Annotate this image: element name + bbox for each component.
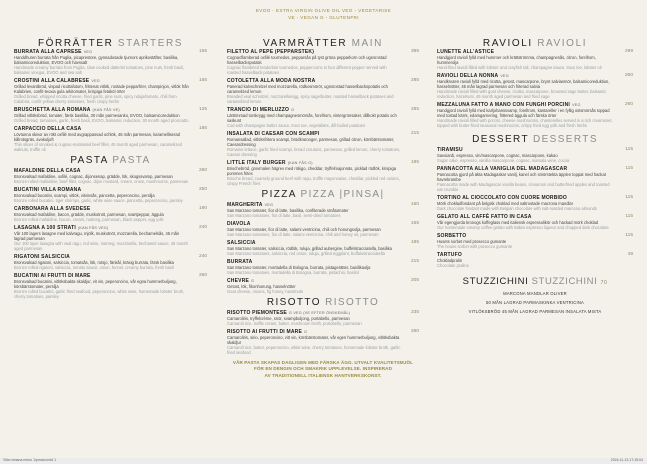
menu-item-description: Savoiardi, espresso, vin/mascarpone, cognac, mascarpone, kakao <box>437 153 558 158</box>
menu-item-description-en: Romaine lettuce, garlic fried scampi, bread croutons, parmesan, grilled lemon, cherry tomatoes, Caesar dressing <box>227 147 401 157</box>
menu-item <box>227 259 419 275</box>
menu-item <box>227 131 419 157</box>
menu-item-description: Bronsvalsad bucatini, scampi, vitlök, vitvinsås, pancetta, peperoncino, persilja <box>14 193 155 198</box>
menu-item-title: BURRATA ALLA CAPRESE <box>14 49 82 55</box>
menu-item-diet-tag: (KAN FÅS G) <box>287 161 313 165</box>
menu-item-description: San Marzano tomater, fior di latte, basilika, confiterade småtomater <box>227 208 349 213</box>
menu-item-description-en: San Marzano tomatoes, fior di latte, salami ventricina, chili and honey oil, parmesan <box>227 232 379 237</box>
menu-item-price: 260 <box>410 329 419 334</box>
menu-item-diet-tag: G <box>251 279 255 283</box>
menu-item <box>227 221 419 237</box>
menu-item-description-en: Grilled bread, tomatoes, garlic, fresh basil, EVOO, balsamic reduction, 30 month aged prosciutto <box>14 118 189 123</box>
menu-item-price: 215 <box>410 131 419 136</box>
starters-subtitle: STARTERS <box>117 38 184 49</box>
menu-item-diet-tag: VEG <box>500 74 509 78</box>
menu-item <box>14 78 207 104</box>
menu-item-price: 215 <box>410 259 419 264</box>
menu-item-description-en: Brioche bread, coarsely ground beef with ragu, truffle mayonnaise, cheddar, pickled red onions, crispy French fries <box>227 176 400 186</box>
menu-item <box>227 329 419 355</box>
menu-item <box>227 107 419 128</box>
ravioli-heading <box>437 38 633 49</box>
menu-item <box>437 166 633 192</box>
legend-line-2: VE - VEGAN G - GLUTENFRI <box>288 15 359 20</box>
pasta-list <box>14 168 207 299</box>
menu-item <box>437 214 633 230</box>
menu-item-price: 250 <box>198 187 207 192</box>
menu-item-price: 115 <box>625 214 633 219</box>
menu-item <box>14 49 207 75</box>
menu-item-diet-tag: (KAN FÅS VEG) <box>77 226 109 230</box>
menu-item-description: Chokladpralin <box>437 258 463 263</box>
column-right <box>437 38 633 314</box>
menu-item-title: COTOLETTA ALLA MODA NOSTRA <box>227 78 316 84</box>
stuzzichini-row-1: MARCONA MANDLAR OLIVER <box>503 291 567 296</box>
menu-item-title: CHEVRE <box>227 278 250 284</box>
menu-item-price: 115 <box>625 147 633 152</box>
menu-item-description: Bronsvalsad rigatoni, salsiccia, tomatsås, lök, rotsjo, fänkål, kräsig burrata, färsk basilika <box>14 260 174 265</box>
menu-item <box>227 49 419 75</box>
menu-item-title: RISOTTO AI FRUTTI DI MARE <box>227 329 302 335</box>
menu-item-description-en: Bronze rolled bucatini, garlic fried seafood, peperoncino, white wine, homemade lobster broth, cherry tomatoes, parsley <box>14 289 185 299</box>
dessert-title: DESSERT <box>472 134 529 145</box>
menu-item-price: 155 <box>198 49 207 54</box>
risotto-list <box>227 310 419 355</box>
mains-title: VARMRÄTTER <box>263 38 348 49</box>
menu-item-description-en: Dark chocolate fondant made with Belgian chocolate with salt-roasted marcona almonds <box>437 206 597 211</box>
menu-item-title: CARPACCIO DELLA CASA <box>14 126 82 132</box>
stuzzichini-heading <box>437 276 633 287</box>
footer-line-3: AV TRADITIONELL ITALIENSK HANTVERKSKONST. <box>264 372 382 378</box>
stuzzichini-price: 70 <box>600 280 608 286</box>
menu-item-price: 165 <box>198 78 207 83</box>
pizza-title: PIZZA <box>261 189 297 200</box>
dessert-heading <box>437 134 633 145</box>
footer-line-2: FÖR EN DENGIN OCH SMAKRIK UPPLEVELSE. INSPIRERAD <box>253 366 393 372</box>
mains-heading <box>227 38 419 49</box>
menu-item-description: Husets sorbet med prosecco gumante <box>437 239 507 244</box>
menu-item <box>437 233 633 249</box>
menu-item-description: Briochebröd, grovmalen högrev med rökigo, cheddar, tryffelmajonnäs, picklad rödlök, krispiga pommes frites <box>227 166 396 176</box>
menu-item-description-en: San Marzano tomatoes, fior di latte, basil, semi-dried tomatoes <box>227 213 341 218</box>
risotto-subtitle: RISOTTO <box>325 297 380 308</box>
menu-item-price: 125 <box>198 107 207 112</box>
ravioli-title: RAVIOLI <box>482 38 533 49</box>
pizza-subtitle: PIZZA |PINSA| <box>300 189 385 200</box>
menu-item-description: Handdhuren burrata från Puglia, picaprestore, gynnadosade tjurnors aprikostäfter, basilika, balsamicoreduktion, EVOO och havssalt <box>14 55 179 65</box>
menu-item-title: TIRAMISU <box>437 147 463 153</box>
menu-item-description: Cognacflamberad oxfilé tournedos, pepparsås på tyst gröna pepparkorn och ugnsrostad hasselbackspotatis <box>227 55 387 65</box>
menu-item-description: Grillad vitlöksbröd, tomater, färsk basilika, 30 mån parmesanko, EVOO, balsamicoreduktion <box>14 113 180 118</box>
menu-item-description: Bronsvalsad mafaldine, bacon, grädde, muskotnöt, parmesan, svartpeppar, äggula <box>14 212 164 217</box>
menu-item-diet-tag: VEG <box>83 50 93 54</box>
menu-item-description: Getost, lök, fikonhonung, hasselnötter <box>227 284 296 289</box>
menu-item-price: 260 <box>624 73 633 78</box>
menu-item-diet-tag: VEG <box>91 79 100 83</box>
menu-item-description-en: Carnaroli rice, truffle cream, butter, mushroom broth, portobello, parmesan <box>227 321 362 326</box>
menu-item-title: MAFALDINE DELLA CASA <box>14 168 81 174</box>
menu-item <box>14 126 207 152</box>
menu-item-title: BUCATINI AI FRUTTI DI MARE <box>14 273 91 279</box>
menu-item-price: 235 <box>410 310 419 315</box>
menu-item-diet-tag: VEG <box>264 203 274 207</box>
menu-item-price: 115 <box>625 166 633 171</box>
pizza-list <box>227 202 419 294</box>
menu-item-price: 160 <box>410 202 419 207</box>
legend-line-1: EVOO - EXTRA VIRGIN OLIVE OIL VEG - VEGETARISK <box>255 8 392 13</box>
menu-item-diet-tag: G <box>291 108 295 112</box>
menu-item-price: 115 <box>625 233 633 238</box>
menu-item-description: Vår egengjorda kronogs koffeglass med italiensk espressolikör och hackad mörk choklad <box>437 220 599 225</box>
menu-item-description-en: Bronze rolled rigatoni, salsiccia, tomato sauce, onion, fennel, creamy burrata, fresh basil <box>14 265 174 270</box>
pasta-title: PASTA <box>70 155 109 166</box>
menu-item <box>437 49 633 70</box>
menu-item <box>437 252 633 268</box>
menu-item-diet-tag: VEG <box>572 103 581 107</box>
ravioli-subtitle: RAVIOLI <box>537 38 588 49</box>
menu-item <box>227 202 419 218</box>
menu-item-description-en: Bronze rolled bucatini, tiger shrimps, garlic, white wine sauce, pancetta, peperoncino, parsley <box>14 198 183 203</box>
print-slug-timestamp: 2024-11-13 17:15:04 <box>610 458 643 462</box>
menu-item-description: Handgjord ravioli fylld med karljohanssvamp, forellrom, kantareller i en fyllig ostsmörsås toppad med tostad kärnt, edamgarnering, frittered äggula och färska örter <box>437 108 610 118</box>
menu-item-title: TORTINO AL CIOCCOLATO CON CUORE MORBIDO <box>437 195 568 201</box>
menu-item-price: 240 <box>198 254 207 259</box>
menu-item-description: Mörk chokladfondant på belgisk choklad med saltrostade macrona mandlar <box>437 201 574 206</box>
menu-item-price: 205 <box>410 278 419 283</box>
menu-item <box>227 310 419 326</box>
menu-item-description: San Marzano tomater, salsiccia, rödlök, ruluja, grillad aubergine, buffelstracciatella, basilika <box>227 246 392 251</box>
menu-item-diet-tag: (KAN FÅS VE) <box>92 108 120 112</box>
menu-item-description-en: Hand-filed ravioli filled with lobster and crayfish tail, champagne sauce, trout roe, lobster oil <box>437 65 602 70</box>
menu-item-description-en: Thin slices of smoked & cognac-marinated beef fillet, 45 month aged parmesan, caramelized walnuts, truffle oil <box>14 142 182 152</box>
menu-item-title: BRUSCHETTA ALLA ROMANA <box>14 107 91 113</box>
menu-item-description: San Marzano tomater, fior di latte, salami ventricina, chili och honungsolja, parmesan <box>227 227 381 232</box>
dessert-list <box>437 147 633 268</box>
menu-item-description-en: Our 100 layer lasagna with veal ragu, red wine, nutmeg, mozzarella, bechamel sauce, 45 month aged parmesan <box>14 241 188 251</box>
menu-item-diet-tag: G VEG (VE EFTER ÖNSKEMÅL) <box>288 311 351 315</box>
mains-subtitle: MAIN <box>351 38 383 49</box>
menu-item-price: 395 <box>410 49 419 54</box>
stuzzichini-row-3: VITLÖKSBRÖD 45 MÅN LAGRAD PARMESAN INSALATA MISTA <box>468 309 602 314</box>
footer-line-1: VÅR PASTA SKAPAS DAGLIGEN MED FÄRSKA ÄGG. UTVALT KVALITETSMJÖL <box>232 360 414 365</box>
menu-item <box>14 107 207 123</box>
menu-item-title: LUNETTE ALL'ASTICE <box>437 49 495 55</box>
pasta-heading <box>14 155 207 166</box>
menu-item-description: Handgjord ravioli fylld med hummer och krättströmma, champagnesås, citron, forellrom, hummerolja <box>437 55 596 65</box>
menu-item-description-en: Pannacotta made with Madagascar vanilla beans, cinnamon and butterfried apples and toasted oat crumble <box>437 182 610 192</box>
menu-item-description-en: Grilled bread, whipped ricotta cheese, fried garlic, pine nuts, spicy nduja/tomato, chili from Calabria, confit yellow cherry tomatoes, fresh crispy herbs <box>14 94 177 104</box>
menu-item-price: 285 <box>410 78 419 83</box>
menu-item-description: Pannacotta gjord på äkta Madagaskar vanilj, kanel och smörstekta äpplen toppat med hackat havrekrambe <box>437 172 606 182</box>
menu-item-description-en: Bronze-rolled mafaldine, beef fillet, cognac, dijon mustard, cream, onion, mushrooms, parmesan <box>14 179 189 184</box>
menu-item-title: DIAVOLA <box>227 221 251 227</box>
menu-item-description: Bronsvalsad bucatini, vitlöksbakta skaldjur, vit vin, peperoncino, vår egna hummerbuljong, körsbärstomater, persilja <box>14 279 177 289</box>
menu-item-price: 299 <box>624 49 633 54</box>
menu-item <box>14 187 207 203</box>
menu-item-title: MARGHERITA <box>227 202 263 208</box>
menu-item-title: RIGATONI SALSICCIA <box>14 254 70 260</box>
column-middle <box>227 38 419 379</box>
menu-item-description-en: Handmade creamy burrata from Puglia, slow cooked datterini tomatoes, pine nuts, fresh basil, balsamic vinegar, EVOO and sea salt <box>14 65 184 75</box>
menu-item-description: Handknuten ravioli fylld med ricotta, getost, mascarpone, brynt salviasmör, balsamicoreduktion, hasselnötter, 45 mån lagrad parmesan och friterad salvia <box>437 79 610 89</box>
print-slug-file: Villa romana menu 1/pmaio.indd 1 <box>3 458 57 462</box>
menu-item <box>437 195 633 211</box>
menu-item <box>437 73 633 99</box>
menu-item-price: 260 <box>624 102 633 107</box>
menu-item-description-en: Handmade ravioli filled with porcini, cheese mushrooms, chanterelles served in a rich creamsnet, topped with butter-fried seasonal mushrooms, crispy fried egg yolk and fresh herbs <box>437 118 613 128</box>
starters-list <box>14 49 207 152</box>
menu-item-title: GELATO ALL CAFFÈ FATTO IN CASA <box>437 214 532 220</box>
menu-item-description: Carnaroliris, sirio, peperoncino, vitt vin, körsbärstomater, vår egen hummerbuljong, vitlöksbakta skaldjur <box>227 335 400 345</box>
pizza-heading <box>227 189 419 200</box>
menu-item-description-en: The house sorbet with prosecco gumante <box>437 244 513 249</box>
dessert-subtitle: DESSERTS <box>532 134 598 145</box>
menu-item-title: BURRATA <box>227 259 253 265</box>
print-slug-bar <box>0 458 647 464</box>
menu-item <box>227 78 419 104</box>
menu-item-description: Lövtunnа skivor av rökt oxfilé med avgrappasvad ochlök, 45 mån parmesan, karamelliserad kålrotsgräs, avokuljoft <box>14 132 180 142</box>
risotto-heading <box>227 297 419 308</box>
menu-item <box>14 254 207 270</box>
menu-item-price: 185 <box>198 126 207 131</box>
menu-item-description-en: Breaded veal schnitzel, mozzarella/egg, spicy sage/butter, roasted hasselback potatoes and caramelized lemon <box>227 94 394 104</box>
menu-item <box>437 147 633 163</box>
menu-item <box>227 278 419 294</box>
menu-item-description-en: San Marzano tomatoes, mortadella di Bologna, burrata, pistachio, basilol <box>227 270 359 275</box>
menu-item-diet-tag: G <box>304 330 308 334</box>
menu-item-description-en: Sugar cake, espresso, vanilla mascarpone, cognac, marsala wine, cocoa <box>437 158 570 163</box>
menu-item-title: LITTLE ITALY BURGER <box>227 160 286 166</box>
starters-title: FÖRRÄTTER <box>37 38 114 49</box>
starters-heading <box>14 38 207 49</box>
menu-item-description: Carnaroliris, tryffelcrème, snör, svampbuljong, portabello, parmesan <box>227 316 350 321</box>
menu-item-price: 185 <box>410 240 419 245</box>
menu-item-title: SORBETTO <box>437 233 467 239</box>
mains-list <box>227 49 419 186</box>
menu-item-description-en: Handmade ravioli filled with goat cheese, ricotta, mascarpone, browned sage butter, balsamic reduction, hazelnuts, 45 month aged parmesan and fried sage <box>437 89 607 99</box>
footer-note <box>227 360 419 379</box>
menu-item <box>14 225 207 251</box>
menu-item-title: RAVIOLI DELLA NONNA <box>437 73 499 79</box>
menu-item-description-en: San Marzano tomatoes, salsiccia, red onion, nduja, grilled eggplant, buffalostracciatella <box>227 251 385 256</box>
menu-item-description-en: Chocolate praline <box>437 263 469 268</box>
menu-item-title: LASAGNA A 100 STRATI <box>14 225 76 231</box>
menu-item-title: BUCATINI VILLA ROMANA <box>14 187 82 193</box>
menu-item-title: PANNACOTTA ALLA VANIGLIA DEL MADAGASCAR <box>437 166 568 172</box>
menu-item-description-en: Carnaroli rice, butter, peperoncino, white wine, cherry tomatoes, homemade lobster broth, garlic fried seafood <box>227 345 401 355</box>
menu-item-title: INSALATA DI CAESAR CON SCAMPI <box>227 131 320 137</box>
column-left <box>14 38 207 302</box>
menu-item-price: 260 <box>198 168 207 173</box>
menu-item-title: TRANCIO DI MERLUZZO <box>227 107 290 113</box>
ravioli-list <box>437 49 633 128</box>
menu-item-price: 165 <box>410 221 419 226</box>
menu-item-description-en: Goat cheese, onions, fig honey, hazelnuts <box>227 289 303 294</box>
menu-item-description-en: Bronze rolled mafaldine, bacon, cream, nutmeg, parmesan, black pepper, egg yolk <box>14 217 164 222</box>
menu-item <box>227 240 419 256</box>
stuzzichini-subtitle: STUZZICHINI <box>531 276 598 287</box>
menu-item <box>14 206 207 222</box>
menu-item-description: Lättrimmad torskrygg med champagnesmörsås, forellrom, vintergrönsaker, dillkokt potatis och saskunt <box>227 113 397 123</box>
menu-item-description-en: Cognac flambéed tenderloin tournedos, peppercorns in four different pepper served with roasted hasselback potatoes <box>227 65 387 75</box>
menu-item-price: 285 <box>410 107 419 112</box>
stuzzichini-row-2: 50 MÅN LAGRAD PARMASKINKA VENTRICINA <box>485 300 585 305</box>
menu-item-title: CARBONARA ALLA SVEDESE <box>14 206 91 212</box>
menu-item <box>14 273 207 299</box>
menu-item <box>437 102 633 128</box>
menu-item-price: 260 <box>198 273 207 278</box>
menu-item-description-en: Our homemade creamy coffee gelato with Italian espresso liqueur and chopped dark chocolate <box>437 225 609 230</box>
menu-item-price: 240 <box>198 225 207 230</box>
menu-item-price: 190 <box>198 206 207 211</box>
menu-item-title: CROSTINI ALLA CALABRESE <box>14 78 90 84</box>
menu-item-description: Bronsvalsad mafaldine, oxfilé, cognac, dijonsenap, grädde, lök, skogssvamp, parmesan <box>14 174 173 179</box>
menu-item-price: 115 <box>625 195 633 200</box>
menu-item <box>14 168 207 184</box>
menu-item-title: SALSICCIA <box>227 240 256 246</box>
pasta-subtitle: PASTA <box>112 155 151 166</box>
menu-item-description-en: Cod with champagne butter sauce, trout roe, vegetables, dill-boiled potatoes <box>227 123 366 128</box>
menu-item-price: 49 <box>627 252 633 257</box>
risotto-title: RISOTTO <box>266 297 321 308</box>
stuzzichini-title: STUZZICHINI <box>462 276 529 287</box>
menu-item-description: Grillad levantbröd, vispad ricottafutom, frittenat vitlök, rostade pepparfrier, champinjon, vitlök från Kalabrien, confit-teoxia gula arkitomater, krispiga fetaköl örter <box>14 84 189 94</box>
menu-item-title: FILETTO AL PEPE (PEPPARSTEK) <box>227 49 315 55</box>
menu-item-description: San Marzano tomater, mortadella di Bologna, burrata, pistagerätter, basilikaolja <box>227 265 371 270</box>
menu-item-description: Romansallad, vitlöksfriterа scampi, brödkrutonger, parmesan, grillad citron, körsbärstomater, Caesardressing <box>227 137 395 147</box>
menu-item-title: TARTUFO <box>437 252 462 258</box>
menu-item-description: Panerad kalvschnitzel med mozzarella, rödkosmörör, ugnsrostad hasselbackspotatis och caramelized lemon <box>227 84 388 94</box>
menu-item <box>227 160 419 186</box>
menu-item-title: MEZZALUNA FATTO A MANO CON FUNGHI PORCINI <box>437 102 571 108</box>
menu-item-description: Vår 100 lagers lasagne med kalvragu, mjölk, muskotnöt, mozzarella, bechamelsås, 45 mån lagrad parmesan <box>14 231 180 241</box>
menu-item-price: 195 <box>410 160 419 165</box>
menu-item-title: RISOTTO PIEMONTESE <box>227 310 287 316</box>
